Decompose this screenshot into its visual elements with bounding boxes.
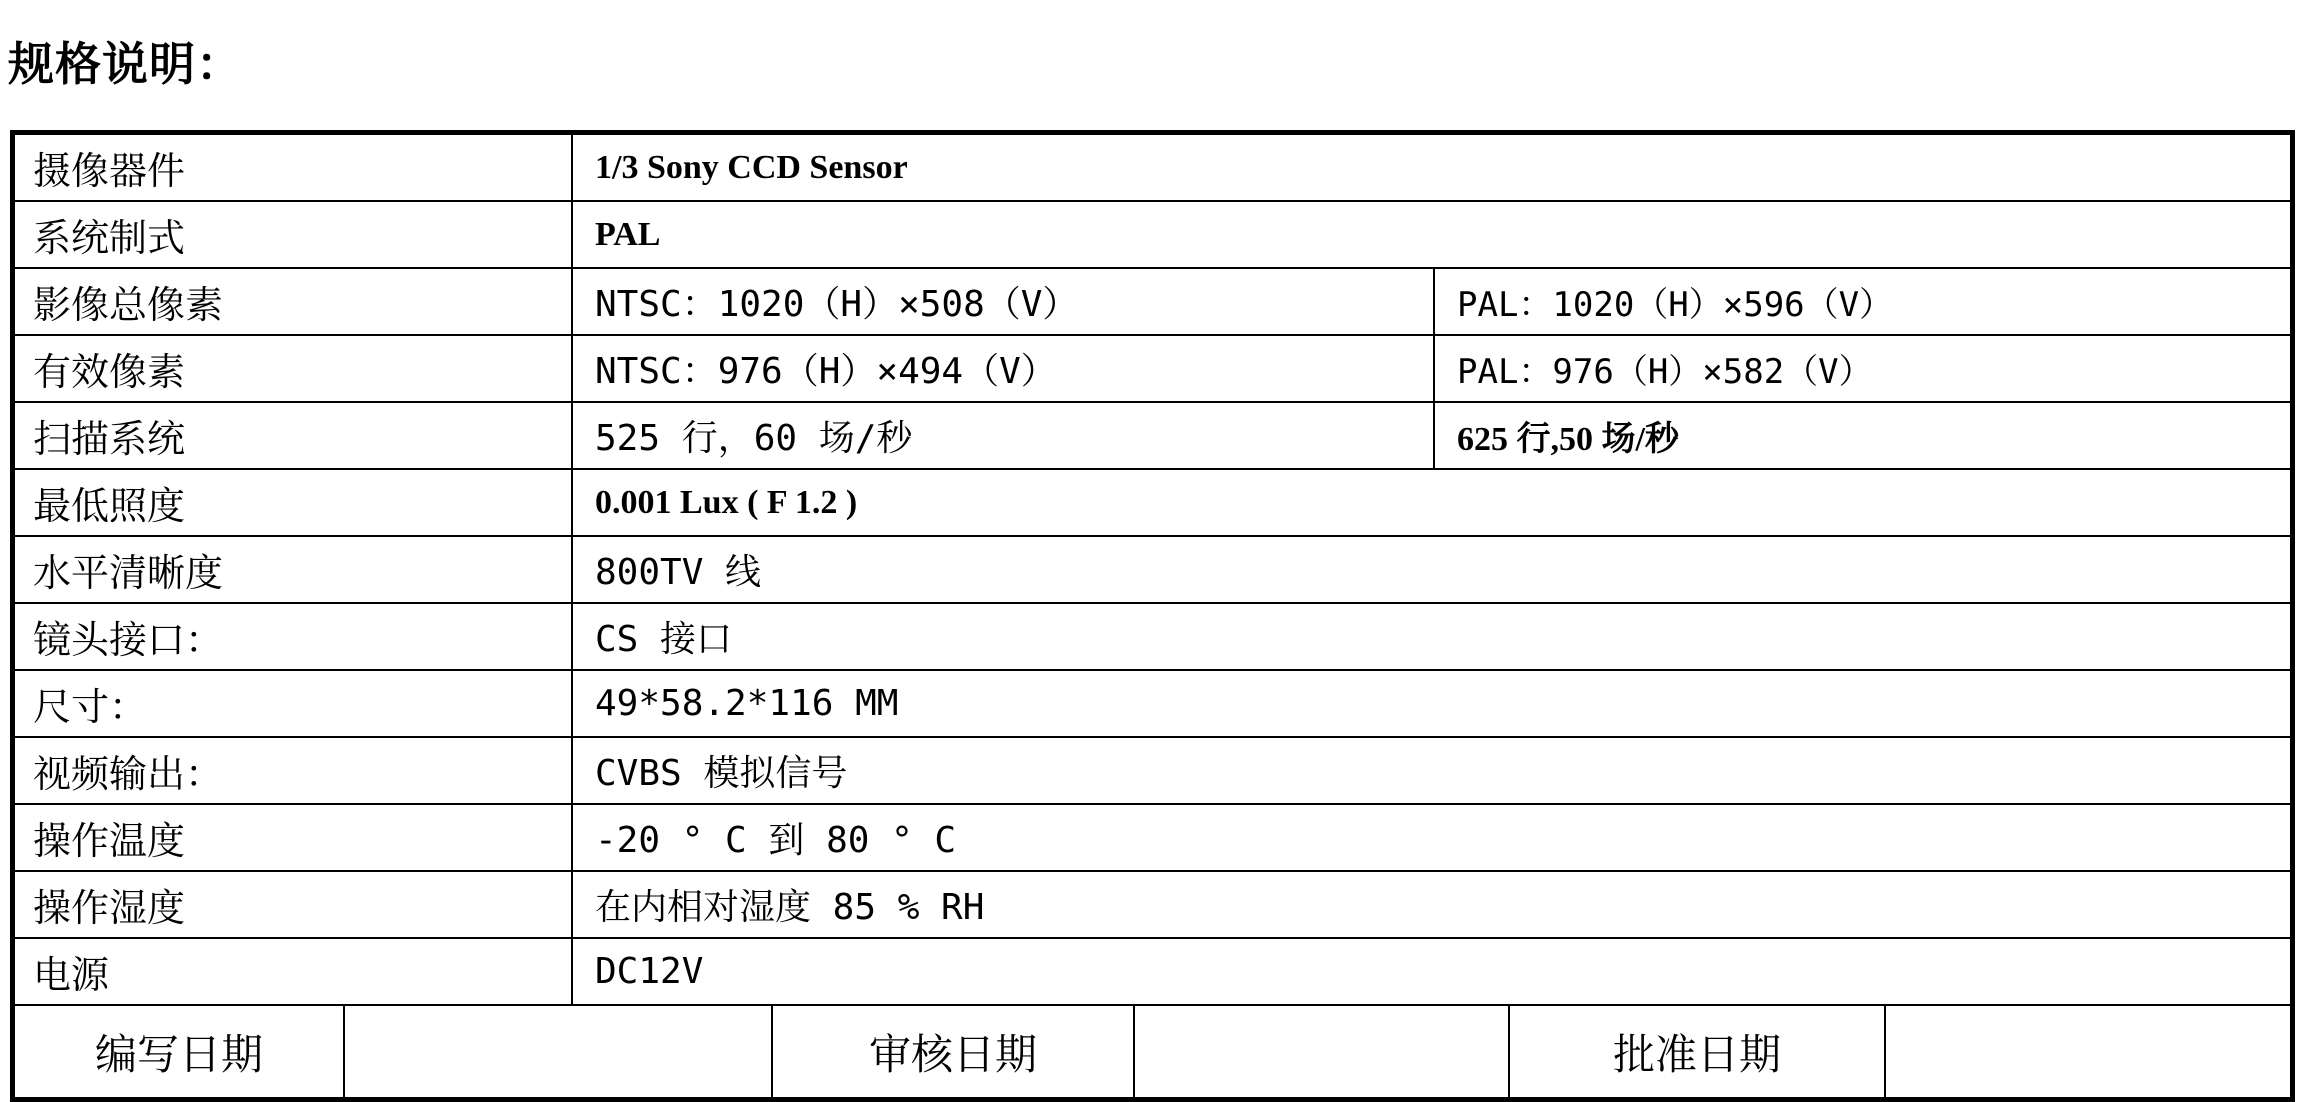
row-label: 电源	[15, 939, 573, 1004]
row-label: 扫描系统	[15, 403, 573, 468]
row-label: 摄像器件	[15, 135, 573, 200]
row-value: CVBS 模拟信号	[595, 753, 848, 794]
table-row	[15, 939, 2290, 1006]
table-row	[15, 671, 2290, 738]
row-label: 镜头接口：	[15, 604, 573, 669]
row-label: 有效像素	[15, 336, 573, 401]
table-row	[15, 135, 2290, 202]
row-label: 操作湿度	[15, 872, 573, 937]
row-label: 水平清晰度	[15, 537, 573, 602]
row-value-pal: PAL：1020（H）×596（V）	[1457, 285, 1894, 325]
row-value: 在内相对湿度 85 % RH	[595, 887, 985, 928]
written-date-field	[345, 1006, 773, 1097]
spec-table	[10, 130, 2295, 1102]
page-title: 规格说明：	[8, 37, 243, 91]
row-value-pal: PAL：976（H）×582（V）	[1457, 352, 1873, 392]
row-value-ntsc: NTSC：976（H）×494（V）	[573, 336, 1435, 401]
row-label: 影像总像素	[15, 269, 573, 334]
review-date-field	[1135, 1006, 1510, 1097]
footer-row	[15, 1006, 2290, 1097]
row-value-ntsc: NTSC：1020（H）×508（V）	[573, 269, 1435, 334]
table-row	[15, 336, 2290, 403]
row-value: DC12V	[595, 951, 704, 992]
row-value: 800TV 线	[595, 552, 762, 593]
table-row	[15, 269, 2290, 336]
row-label: 操作温度	[15, 805, 573, 870]
row-value-pal: 625 行,50 场/秒	[1457, 421, 1679, 458]
row-label: 视频输出：	[15, 738, 573, 803]
row-value: 49*58.2*116 MM	[595, 683, 899, 724]
approval-date-field	[1886, 1006, 2290, 1097]
row-value: 1/3 Sony CCD Sensor	[595, 148, 908, 186]
table-row	[15, 604, 2290, 671]
row-value: CS 接口	[595, 619, 733, 660]
table-row	[15, 872, 2290, 939]
approval-date-label: 批准日期	[1510, 1006, 1886, 1097]
row-label: 系统制式	[15, 202, 573, 267]
row-label: 尺寸：	[15, 671, 573, 736]
table-row	[15, 805, 2290, 872]
table-row	[15, 738, 2290, 805]
row-value: 0.001 Lux ( F 1.2 )	[595, 483, 858, 521]
row-label: 最低照度	[15, 470, 573, 535]
row-value-ntsc: 525 行，60 场/秒	[573, 403, 1435, 468]
written-date-label: 编写日期	[15, 1006, 345, 1097]
table-row	[15, 537, 2290, 604]
table-row	[15, 470, 2290, 537]
row-value: PAL	[595, 215, 661, 253]
table-row	[15, 202, 2290, 269]
review-date-label: 审核日期	[773, 1006, 1135, 1097]
table-row	[15, 403, 2290, 470]
row-value: -20 ° C 到 80 ° C	[595, 820, 957, 861]
